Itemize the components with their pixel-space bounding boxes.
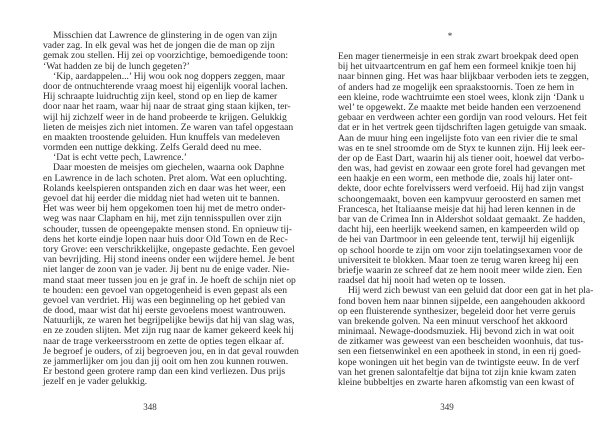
text-line: Hij schraapte luidruchtig zijn keel, stond op en liep de kamer <box>43 91 278 103</box>
text-line: de dood, maar wist dat hij eerste gevoelens moest wantrouwen. <box>43 305 286 317</box>
text-line: of anders had ze mogelijk een spraakstoornis. Toen ze hem in <box>338 81 574 93</box>
text-line: Hij werd zich bewust van een geluid dat door een gat in het pla- <box>348 285 594 297</box>
text-line: gebaar en verdween achter een gordijn van rood velours. Het feit <box>338 112 588 124</box>
text-line: der op de East Dart, waarin hij als tiener ooit, hoewel dat verbo- <box>338 152 585 164</box>
text-line: fond boven hem naar binnen sijpelde, een aangehouden akkoord <box>338 295 585 307</box>
right-page-number: 349 <box>440 402 454 412</box>
text-line: den was, had gevist en zowaar een grote forel had gevangen met <box>338 163 586 175</box>
text-line: de hei van Dartmoor in een geleende tent, terwijl hij eigenlijk <box>338 234 575 246</box>
text-line: ‘Wat hadden ze bij de lunch gegeten?’ <box>43 60 190 72</box>
text-line: ‘Dat is echt vette pech, Lawrence.’ <box>53 152 187 164</box>
text-line: ‘Kip, aardappelen...’ Hij wou ook nog doppers zeggen, maar <box>53 70 285 82</box>
text-line: dacht hij, een heerlijk weekend samen, en kampeerden wild op <box>338 224 580 236</box>
text-line: vormden een nuttige dekking. Zelfs Gerald deed nu mee. <box>43 142 262 154</box>
text-line: op een fluisterende synthesizer, begeleid door het verre geruis <box>338 305 576 317</box>
text-line: van het grenen salontafeltje dat bijna tot zijn knie kwam zaten <box>338 366 577 378</box>
text-line: Natuurlijk, ze waren het begrijpelijke bewijs dat hij van slag was, <box>43 315 295 327</box>
left-page-body-text <box>43 30 299 388</box>
text-line: briefje waarin ze schreef dat ze hem nooit meer wilde zien. Een <box>338 264 582 276</box>
text-line: gemak zou stellen. Hij zei op voorzichtige, bemoedigende toon: <box>43 50 289 62</box>
text-line: dat er in het vertrek geen tijdschriften lagen getuigde van smaak. <box>338 122 587 134</box>
text-line: door de ontnuchterende vraag moest hij eigenlijk vooral lachen. <box>43 80 288 92</box>
text-line: Je begroef je ouders, of zij begroeven jou, en in dat geval rouwden <box>43 345 299 357</box>
text-line: raadsel dat hij nooit had weten op te lossen. <box>338 275 506 287</box>
text-line: Rolands keelspieren ontspanden zich en daar was het weer, een <box>43 182 286 194</box>
text-line: Misschien dat Lawrence de glinstering in de ogen van zijn <box>53 30 278 41</box>
text-line: van brekende golven. Na een minuut verschoof het akkoord <box>338 315 568 327</box>
text-line: Daar moesten de meisjes om giechelen, waarna ook Daphne <box>53 162 284 174</box>
text-line: Aan de muur hing een ingelijste foto van een rivier die te smal <box>338 132 578 144</box>
text-line: door naar het raam, waar hij naar de straat ging staan kijken, ter- <box>43 101 291 113</box>
text-line: van bevrijding. Hij stond ineens onder een wijdere hemel. Je bent <box>43 254 295 266</box>
text-line: een haakje en een worm, een methode die, zoals hij later ont- <box>338 173 573 185</box>
text-line: en ze zouden slijten. Met zijn rug naar de kamer gekeerd keek hij <box>43 325 294 337</box>
text-line: te houden: een gevoel van opgetogenheid is even gepast als een <box>43 284 288 296</box>
text-line: Er bestond geen grotere ramp dan een kind verliezen. Dus prijs <box>43 366 286 378</box>
text-line: een kleine, rode wachtruimte een stoel wees, klonk zijn ‘Dank u <box>338 91 585 103</box>
text-line: dekte, door echte forelvissers werd verfoeid. Hij had zijn vangst <box>338 183 584 195</box>
text-line: ze jammerlijker om jou dan jij ooit om hen zou kunnen rouwen. <box>43 356 289 367</box>
left-page-number: 348 <box>143 402 157 412</box>
text-line: was en te snel stroomde om de Styx te kunnen zijn. Hij leek eer- <box>338 142 586 154</box>
text-line: en maakten troostende geluiden. Hun knuffels van medeleven <box>43 131 280 143</box>
text-line: niet langer de zoon van je vader. Jij bent nu de enige vader. Nie- <box>43 264 290 276</box>
text-line: wijl hij zichzelf weer in de hand probeerde te krijgen. Gelukkig <box>43 111 287 123</box>
text-line: jezelf en je vader gelukkig. <box>43 376 148 388</box>
right-page-body-text <box>338 51 594 388</box>
text-line: kope woningen uit het begin van de twintigste eeuw. In de verf <box>338 356 580 368</box>
text-line: bar van de Crimea Inn in Aldershot soldaat gemaakt. Ze hadden, <box>338 214 586 225</box>
text-line: bij het uitvaartcentrum en gaf hem een formeel knikje toen hij <box>338 61 577 73</box>
text-line: universiteit te blokken. Maar toen ze terug waren kreeg hij een <box>338 254 579 266</box>
text-line: dens het korte eindje lopen naar huis door Old Town en de Rec- <box>43 233 288 245</box>
text-line: schoongemaakt, boven een kampvuur geroosterd en samen met <box>338 193 581 205</box>
text-line: wel’ te opgewekt. Ze maakte met beide handen een verzoenend <box>338 101 581 113</box>
text-line: naar binnen ging. Het was haar blijkbaar verboden iets te zeggen, <box>338 71 589 83</box>
text-line: Het was weer bij hem opgekomen toen hij met de metro onder- <box>43 203 286 215</box>
text-line: weg was naar Clapham en hij, met zijn tennisspullen over zijn <box>43 213 282 225</box>
text-line: en Lawrence in de lach schoten. Pret alom. Wat een opluchting. <box>43 172 287 184</box>
text-line: de zitkamer was geweest van een bescheiden woonhuis, dat tus- <box>338 336 584 348</box>
text-line: kleine bubbeltjes en zwarte haren afkomstig van een kwast of <box>338 377 575 388</box>
section-break-asterisk: * <box>447 31 453 41</box>
text-line: mand staat meer tussen jou en je graf in. Je hoeft de schijn niet op <box>43 274 296 286</box>
text-line: Een mager tienermeisje in een strak zwart broekpak deed open <box>338 51 579 62</box>
text-line: vader zag. In elk geval was het de jongen die de man op zijn <box>43 40 275 52</box>
text-line: minimaal. Newage-doodsmuziek. Hij bevond zich in wat ooit <box>338 326 575 338</box>
text-line: sen een fietsenwinkel en een apotheek in stond, in een rij goed- <box>338 346 581 358</box>
right-page <box>300 0 600 440</box>
text-line: Francesca, het Italiaanse meisje dat hij had leren kennen in de <box>338 203 576 215</box>
text-line: naar de trage verkeersstroom en zette de opties tegen elkaar af. <box>43 335 285 347</box>
text-line: gevoel dat hij eerder die middag niet had weten uit te bannen. <box>43 193 280 204</box>
text-line: tory Grove: een verschrikkelijke, ongepaste gedachte. Een gevoel <box>43 243 295 255</box>
text-line: gevoel van verdriet. Hij was een beginneling op het gebied van <box>43 294 286 306</box>
text-line: lieten de meisjes zich niet intomen. Ze waren van tafel opgestaan <box>43 121 294 133</box>
text-line: op school hoorde te zijn om voor zijn toelatingsexamen voor de <box>338 244 583 256</box>
text-line: schouder, tussen de opeengepakte mensen stond. En opnieuw tij- <box>43 223 292 235</box>
